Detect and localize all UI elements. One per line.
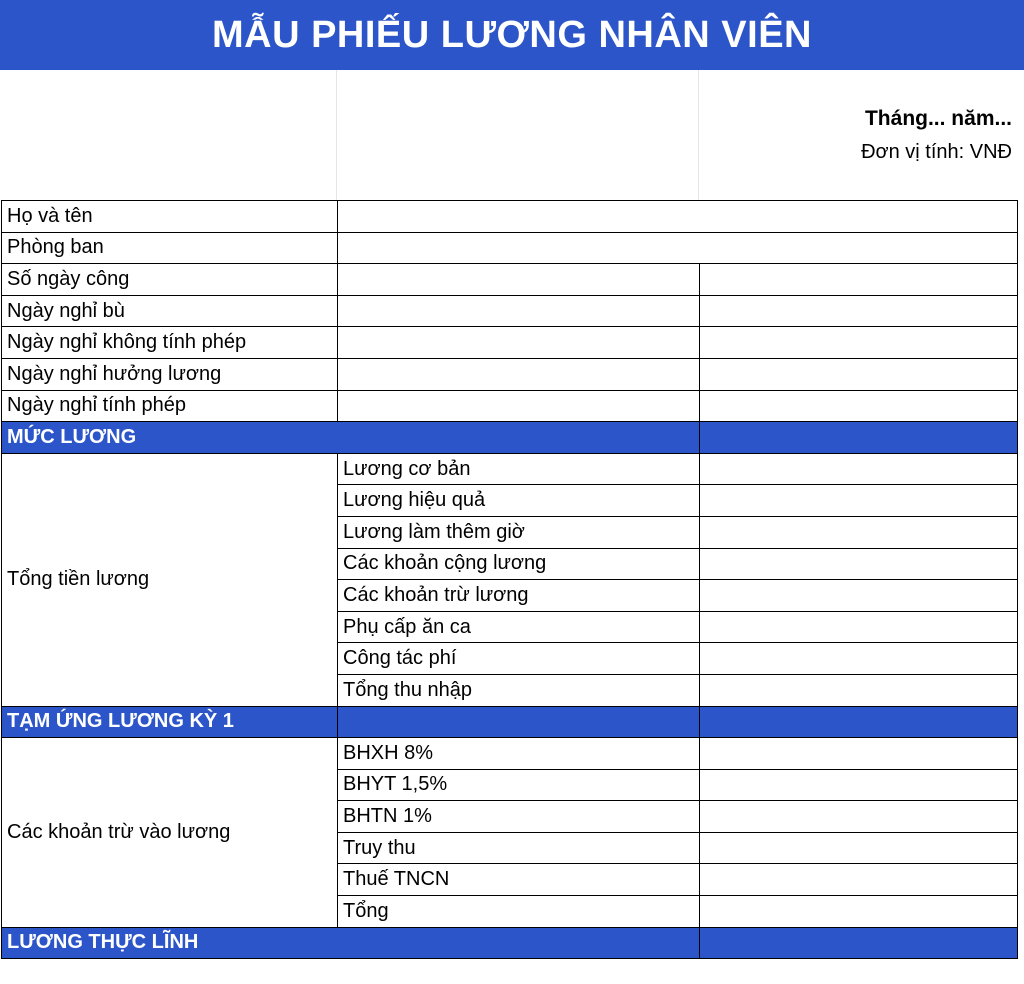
item-label: Các khoản cộng lương [338, 548, 700, 580]
section-title: LƯƠNG THỰC LĨNH [2, 927, 700, 959]
value-cell[interactable] [700, 674, 1018, 706]
item-label: Lương hiệu quả [338, 485, 700, 517]
row-label: Ngày nghỉ hưởng lương [2, 358, 338, 390]
value-cell[interactable] [700, 295, 1018, 327]
row-label: Ngày nghỉ bù [2, 295, 338, 327]
value-cell[interactable] [338, 295, 700, 327]
row-label: Họ và tên [2, 201, 338, 233]
value-cell[interactable] [700, 516, 1018, 548]
value-cell[interactable] [338, 264, 700, 296]
sheet-gridline [336, 70, 337, 200]
row-label: Số ngày công [2, 264, 338, 296]
item-label: BHTN 1% [338, 801, 700, 833]
row-label: Ngày nghỉ tính phép [2, 390, 338, 422]
value-cell[interactable] [700, 422, 1018, 454]
value-cell[interactable] [338, 706, 700, 738]
table-row [2, 738, 1018, 770]
value-cell[interactable] [700, 927, 1018, 959]
value-cell[interactable] [700, 738, 1018, 770]
value-cell[interactable] [338, 232, 1018, 264]
sheet-gridline [698, 70, 699, 200]
item-label: Lương cơ bản [338, 453, 700, 485]
section-header-salary [2, 422, 1018, 454]
value-cell[interactable] [700, 611, 1018, 643]
table-row [2, 295, 1018, 327]
row-label: Ngày nghỉ không tính phép [2, 327, 338, 359]
value-cell[interactable] [338, 327, 700, 359]
value-cell[interactable] [700, 706, 1018, 738]
value-cell[interactable] [700, 864, 1018, 896]
value-cell[interactable] [338, 390, 700, 422]
period-label: Tháng... năm... [864, 107, 1012, 130]
item-label: BHXH 8% [338, 738, 700, 770]
item-label: Tổng [338, 896, 700, 928]
table-row [2, 232, 1018, 264]
item-label: Các khoản trừ lương [338, 580, 700, 612]
page-title: MẪU PHIẾU LƯƠNG NHÂN VIÊN [0, 0, 1024, 70]
value-cell[interactable] [700, 801, 1018, 833]
table-row [2, 453, 1018, 485]
value-cell[interactable] [700, 769, 1018, 801]
table-row [2, 264, 1018, 296]
item-label: Thuế TNCN [338, 864, 700, 896]
value-cell[interactable] [700, 453, 1018, 485]
item-label: Lương làm thêm giờ [338, 516, 700, 548]
section-header-advance [2, 706, 1018, 738]
value-cell[interactable] [700, 264, 1018, 296]
value-cell[interactable] [700, 896, 1018, 928]
value-cell[interactable] [700, 485, 1018, 517]
item-label: BHYT 1,5% [338, 769, 700, 801]
item-label: Truy thu [338, 832, 700, 864]
row-label: Phòng ban [2, 232, 338, 264]
value-cell[interactable] [700, 548, 1018, 580]
table-row [2, 327, 1018, 359]
value-cell[interactable] [700, 327, 1018, 359]
value-cell[interactable] [700, 358, 1018, 390]
value-cell[interactable] [700, 643, 1018, 675]
currency-unit: Đơn vị tính: VNĐ [861, 141, 1012, 163]
section-header-net [2, 927, 1018, 959]
section-title: TẠM ỨNG LƯƠNG KỲ 1 [2, 706, 338, 738]
value-cell[interactable] [338, 201, 1018, 233]
payslip-table [1, 200, 1018, 959]
value-cell[interactable] [700, 580, 1018, 612]
value-cell[interactable] [700, 390, 1018, 422]
table-row [2, 201, 1018, 233]
value-cell[interactable] [338, 358, 700, 390]
table-row [2, 358, 1018, 390]
group-label: Tổng tiền lương [2, 453, 338, 706]
item-label: Phụ cấp ăn ca [338, 611, 700, 643]
item-label: Công tác phí [338, 643, 700, 675]
item-label: Tổng thu nhập [338, 674, 700, 706]
group-label: Các khoản trừ vào lương [2, 738, 338, 928]
section-title: MỨC LƯƠNG [2, 422, 700, 454]
value-cell[interactable] [700, 832, 1018, 864]
table-row [2, 390, 1018, 422]
